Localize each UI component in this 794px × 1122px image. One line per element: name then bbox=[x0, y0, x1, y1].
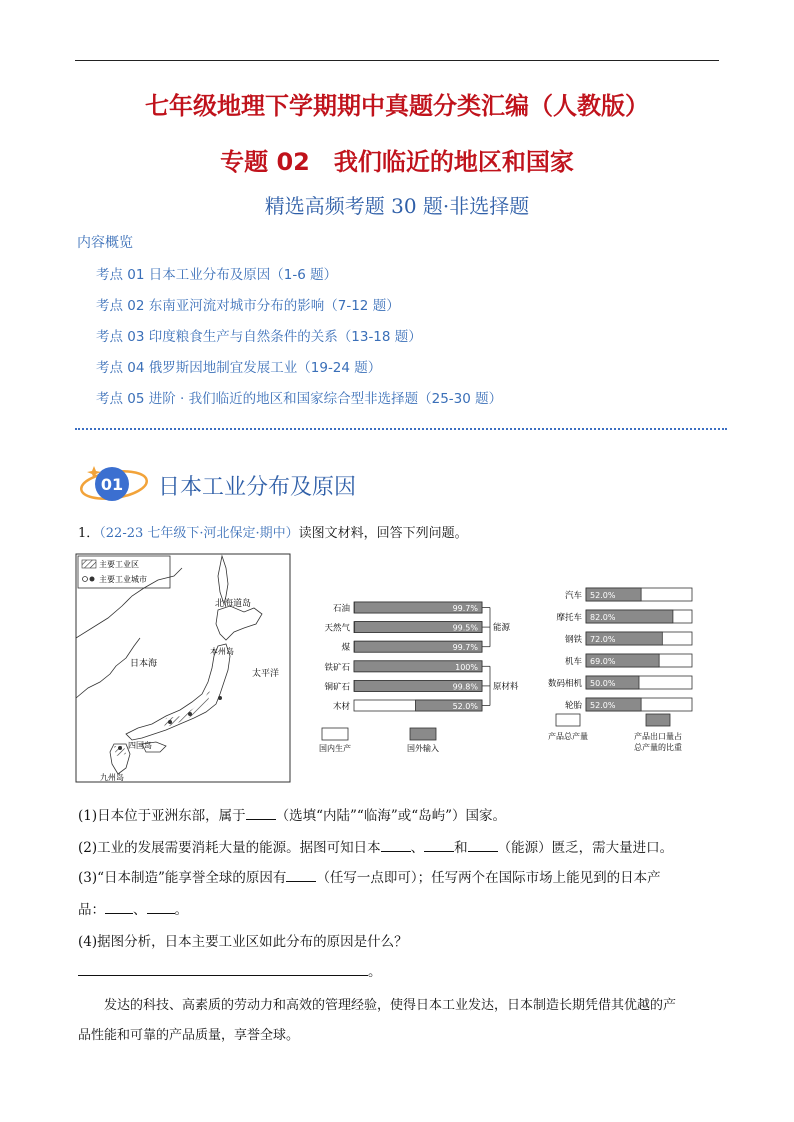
label-kyushu: 九州岛 bbox=[100, 773, 124, 782]
subquestion-1: (1)日本位于亚洲东部，属于 （选填“内陆”“临海”或“岛屿”）国家。 bbox=[78, 808, 507, 824]
category-label: 木材 bbox=[332, 702, 350, 712]
answer-blank[interactable] bbox=[147, 913, 175, 914]
category-label: 煤 bbox=[341, 643, 350, 654]
category-label: 铜矿石 bbox=[324, 682, 350, 693]
ratio-value-label: 50.0% bbox=[590, 679, 616, 688]
category-label: 轮胎 bbox=[564, 701, 582, 711]
question-figure bbox=[70, 548, 710, 788]
category-label: 天然气 bbox=[324, 623, 350, 634]
answer-blank[interactable] bbox=[286, 881, 316, 882]
import-value-label: 99.7% bbox=[452, 643, 478, 653]
import-value-label: 99.5% bbox=[452, 623, 478, 633]
ratio-value-label: 52.0% bbox=[590, 591, 616, 600]
group-label: 原材料 bbox=[493, 681, 519, 692]
category-label: 数码相机 bbox=[547, 679, 582, 689]
legend-area-swatch bbox=[82, 560, 96, 568]
category-label: 汽车 bbox=[564, 591, 582, 601]
page-title: 七年级地理下学期期中真题分类汇编（人教版） bbox=[145, 92, 649, 120]
question-prompt: 读图文材料，回答下列问题。 bbox=[298, 526, 468, 541]
answer-blank[interactable] bbox=[468, 851, 498, 852]
right-legend bbox=[548, 714, 682, 752]
overview-heading: 内容概览 bbox=[77, 235, 133, 251]
ratio-value-label: 52.0% bbox=[590, 701, 616, 710]
subquestion-4: (4)据图分析，日本主要工业区如此分布的原因是什么？ bbox=[78, 934, 408, 950]
ratio-value-label: 72.0% bbox=[590, 635, 616, 644]
subquestion-3: (3)“日本制造”能享誉全球的原因有 （任写一点即可）；任写两个在国际市场上能见到的日本产 bbox=[78, 870, 661, 886]
legend-ratio-swatch bbox=[646, 714, 670, 726]
category-label: 石油 bbox=[332, 604, 350, 614]
import-value-label: 52.0% bbox=[452, 702, 478, 711]
answer-blank[interactable] bbox=[246, 819, 276, 820]
legend-city-label: 主要工业城市 bbox=[99, 575, 147, 584]
subtitle: 精选高频考题 30 题·非选择题 bbox=[264, 194, 530, 218]
overview-item[interactable]: 考点 03 印度粮食生产与自然条件的关系（13-18 题） bbox=[96, 329, 422, 345]
header-rule bbox=[75, 60, 719, 61]
legend-total-swatch bbox=[556, 714, 580, 726]
export-ratio-chart bbox=[548, 588, 692, 711]
overview-item[interactable]: 考点 02 东南亚河流对城市分布的影响（7-12 题） bbox=[96, 298, 400, 314]
answer-blank[interactable] bbox=[424, 851, 454, 852]
legend-area-label: 主要工业区 bbox=[99, 560, 139, 569]
question-number: 1． bbox=[78, 526, 100, 541]
label-honshu: 本州岛 bbox=[210, 647, 234, 656]
category-label: 钢铁 bbox=[564, 635, 582, 645]
subquestion-3-cont: 品： 、 。 bbox=[78, 902, 188, 918]
legend-import-label: 国外输入 bbox=[407, 744, 439, 753]
answer-blank[interactable] bbox=[381, 851, 411, 852]
subquestion-2: (2)工业的发展需要消耗大量的能源。据图可知日本 、 和 （能源）匮乏，需大量进口。 bbox=[78, 840, 674, 856]
import-value-label: 99.8% bbox=[452, 682, 478, 692]
resource-import-chart bbox=[324, 602, 519, 712]
question-stem bbox=[78, 522, 468, 541]
topic-title: 专题 02 我们临近的地区和国家 bbox=[220, 148, 574, 176]
legend-ratio-label-1: 产品出口量占 bbox=[634, 732, 682, 741]
section-number: 01 bbox=[100, 475, 124, 494]
category-label: 摩托车 bbox=[556, 613, 582, 623]
label-shikoku: 四国岛 bbox=[128, 741, 152, 750]
legend-domestic-swatch bbox=[322, 728, 348, 740]
category-label: 机车 bbox=[564, 657, 582, 667]
section-title: 日本工业分布及原因 bbox=[158, 475, 357, 500]
section-divider bbox=[75, 428, 727, 430]
overview-item[interactable]: 考点 01 日本工业分布及原因（1-6 题） bbox=[96, 267, 338, 283]
overview-item[interactable]: 考点 05 进阶 · 我们临近的地区和国家综合型非选择题（25-30 题） bbox=[96, 391, 503, 407]
import-value-label: 100% bbox=[455, 662, 478, 672]
label-sea: 日本海 bbox=[130, 659, 158, 669]
legend-domestic-label: 国内生产 bbox=[319, 744, 351, 753]
ratio-value-label: 69.0% bbox=[590, 657, 616, 666]
legend-ratio-label-2: 总产量的比重 bbox=[634, 743, 682, 752]
left-legend bbox=[319, 728, 439, 753]
overview-item[interactable]: 考点 04 俄罗斯因地制宜发展工业（19-24 题） bbox=[96, 360, 382, 376]
label-hokkaido: 北海道岛 bbox=[215, 599, 252, 609]
legend-city-marker-2 bbox=[90, 577, 95, 582]
category-label: 铁矿石 bbox=[324, 662, 350, 673]
answer-blank[interactable] bbox=[78, 975, 368, 976]
answer-text-line-1: 发达的科技、高素质的劳动力和高效的管理经验，使得日本工业发达，日本制造长期凭借其优越的产 bbox=[104, 998, 677, 1013]
label-ocean: 太平洋 bbox=[252, 669, 280, 679]
legend-import-swatch bbox=[410, 728, 436, 740]
question-source: （22-23 七年级下·河北保定·期中） bbox=[99, 526, 299, 541]
legend-total-label: 产品总产量 bbox=[548, 732, 588, 741]
japan-map bbox=[76, 554, 290, 782]
group-label: 能源 bbox=[493, 623, 511, 634]
answer-blank[interactable] bbox=[105, 913, 133, 914]
subquestion-4-answer-line: 。 bbox=[78, 960, 382, 980]
import-value-label: 99.7% bbox=[452, 604, 478, 613]
answer-text-line-2: 品性能和可靠的产品质量，享誉全球。 bbox=[78, 1028, 300, 1043]
ratio-value-label: 82.0% bbox=[590, 613, 616, 622]
